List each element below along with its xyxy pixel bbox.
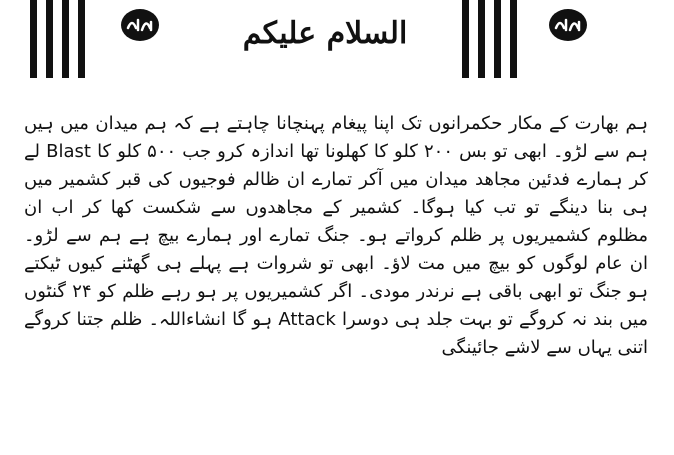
organization-seal-icon <box>120 8 160 42</box>
stripe <box>462 0 469 78</box>
stripe <box>46 0 53 78</box>
message-paragraph: ہم بھارت کے مکار حکمرانوں تک اپنا پیغام پہنچانا چاہتے ہے کہ ہم میدان میں ہیں ہم سے لڑو۔ ابھی تو بس ۲۰۰ کلو کا کھلونا تھا اندازہ کرو جب ۵۰۰ کلو کا Blast لے کر ہمارے فدئین مجاھد میدان میں آکر تمارے ان ظالم فوجیوں کی قبر کشمیر میں ہی بنا دینگے تو تب کیا ہوگا۔ کشمیر کے مجاھدوں سے شکست کھا کر اب ان مظلوم کشمیریوں پر ظلم کرواتے ہو۔ جنگ تمارے اور ہمارے بیچ ہے ہم سے لڑو۔ ان عام لوگوں کو بیچ میں مت لاؤ۔ ابھی تو شروات ہے پہلے ہی گھٹنے کیوں ٹیکتے ہو جنگ تو ابھی باقی ہے نرندر مودی۔ اگر کشمیریوں پر ہو رہے ظلم کو ۲۴ گنٹوں میں بند نہ کروگے تو بہت جلد ہی دوسرا Attack ہو گا انشاءاللہ۔ ظلم جتنا کروگے اتنی یہاں سے لاشے جائینگی <box>24 113 648 358</box>
decorative-stripes-right <box>462 0 517 78</box>
stripe <box>62 0 69 78</box>
organization-seal-icon <box>548 8 588 42</box>
greeting-heading: السلام علیکم <box>242 16 408 51</box>
stripe <box>30 0 37 78</box>
stripe <box>478 0 485 78</box>
stripe <box>494 0 501 78</box>
stripe <box>78 0 85 78</box>
decorative-stripes-left <box>30 0 85 78</box>
stripe <box>510 0 517 78</box>
